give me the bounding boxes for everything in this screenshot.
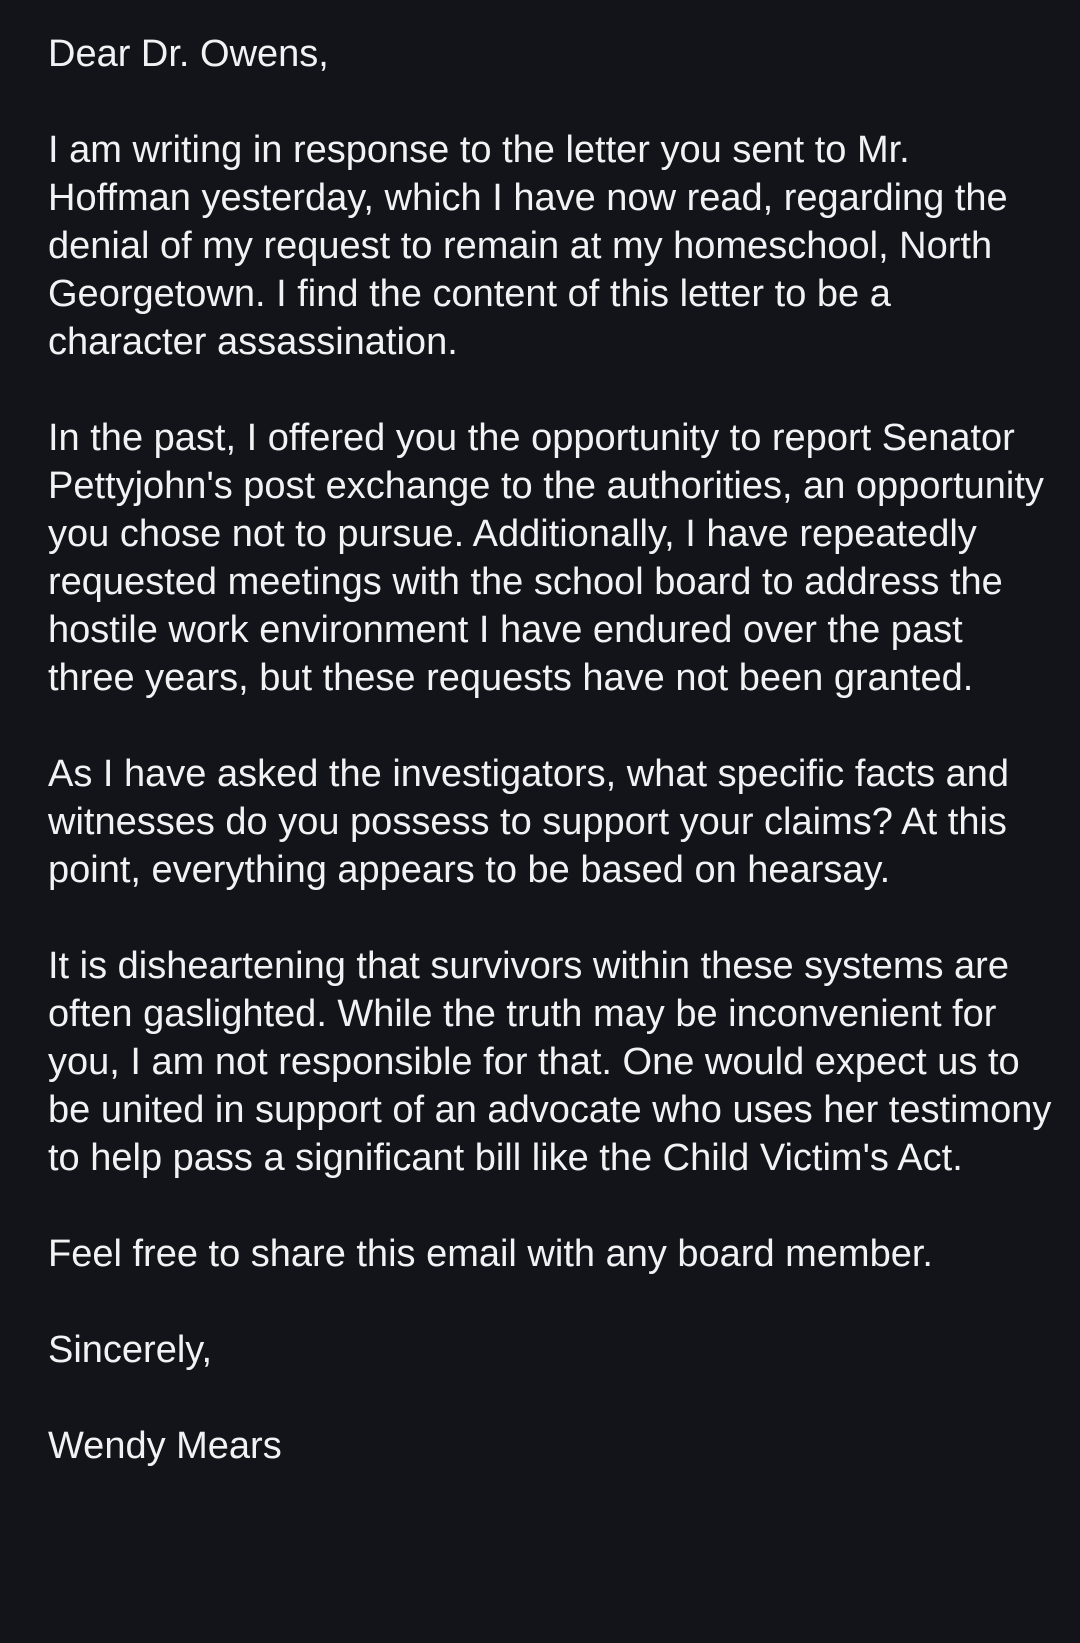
email-paragraph: It is disheartening that survivors within these systems are often gaslighted. While the truth may be inconvenient for you, I am not responsible for that. One would expect us to be united in support of an advocate who uses her testimony to help pass a significant bill like the Child Victim's Act. xyxy=(48,945,1052,1179)
email-body xyxy=(48,30,1058,1470)
email-greeting: Dear Dr. Owens, xyxy=(48,33,329,75)
email-signature: Wendy Mears xyxy=(48,1425,282,1467)
email-paragraph: As I have asked the investigators, what specific facts and witnesses do you possess to support your claims? At this point, everything appears to be based on hearsay. xyxy=(48,753,1010,891)
email-paragraph: In the past, I offered you the opportunity to report Senator Pettyjohn's post exchange to the authorities, an opportunity you chose not to pursue. Additionally, I have repeatedly requested meetings with the school board to address the hostile work environment I have endured over the past three years, but these requests have not been granted. xyxy=(48,417,1044,699)
email-paragraph: I am writing in response to the letter you sent to Mr. Hoffman yesterday, which I have now read, regarding the denial of my request to remain at my homeschool, North Georgetown. I find the content of this letter to be a character assassination. xyxy=(48,129,1008,363)
email-closing: Sincerely, xyxy=(48,1329,213,1371)
email-paragraph: Feel free to share this email with any board member. xyxy=(48,1233,933,1275)
